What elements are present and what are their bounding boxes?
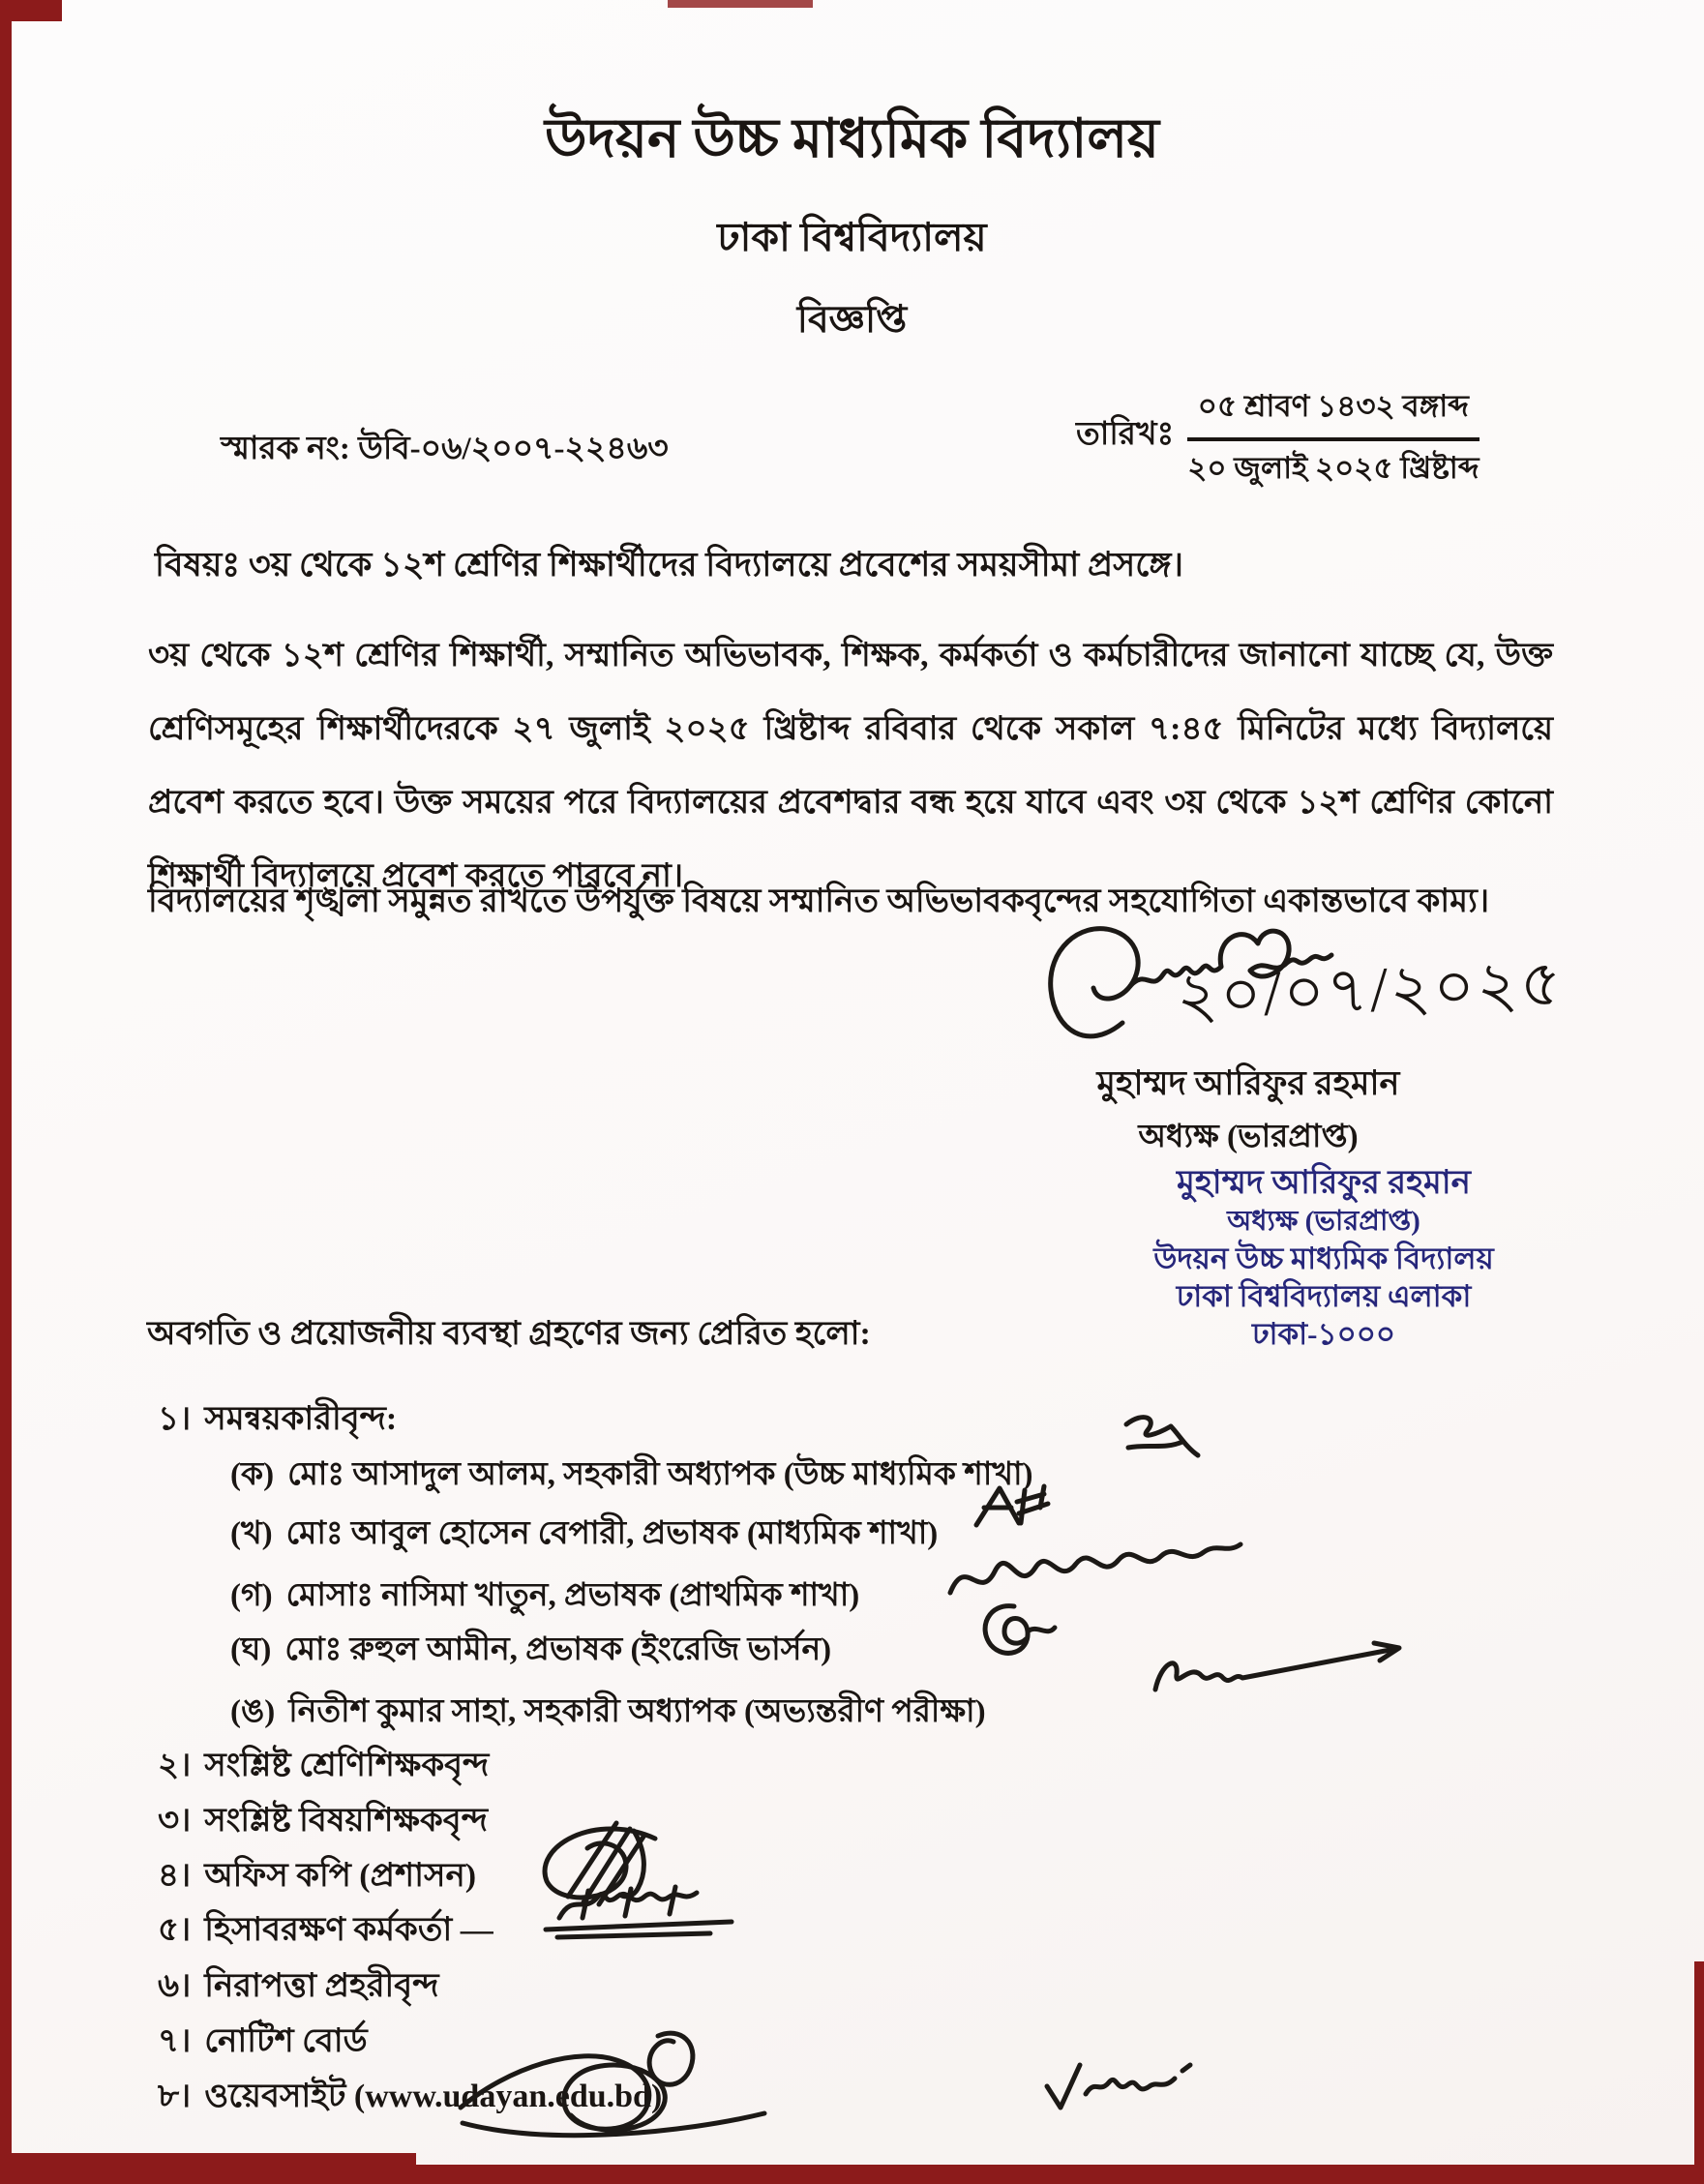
office-stamp [1033, 1163, 1614, 1353]
body-paragraph-2: বিদ্যালয়ের শৃঙ্খলা সমুন্নত রাখতে উপর্যুক্ত বিষয়ে সম্মানিত অভিভাবকবৃন্দের সহযোগিতা একান্তভাবে কাম্য। [148, 883, 1490, 919]
recipient-item [158, 1904, 493, 1960]
coordinator-item [230, 1686, 986, 1740]
recipient-text: ওয়েবসাইট (www.udayan.edu.bd) [204, 2079, 663, 2114]
date-stack [1187, 383, 1479, 495]
recipient-item [158, 1850, 476, 1905]
recipient-number: ২। [158, 1748, 192, 1783]
coordinator-text: নিতীশ কুমার সাহা, সহকারী অধ্যাপক (অভ্যন্তরীণ পরীক্ষা) [288, 1694, 986, 1729]
list-item-text: সমন্বয়কারীবৃন্দ: [204, 1401, 398, 1437]
scan-edge-top-left [0, 0, 62, 21]
coordinator-number: (গ) [230, 1578, 273, 1613]
stamp-postcode: ঢাকা-১০০০ [1251, 1317, 1396, 1351]
website-signature [1037, 2053, 1221, 2121]
coordinator-number: (ক) [230, 1457, 275, 1492]
subject-line: বিষয়ঃ ৩য় থেকে ১২শ শ্রেণির শিক্ষার্থীদের বিদ্যালয়ে প্রবেশের সময়সীমা প্রসঙ্গে। [155, 546, 1184, 583]
coordinator-number: (খ) [230, 1516, 273, 1551]
coordinator-number: (ঙ) [230, 1694, 276, 1729]
recipient-item [158, 1740, 489, 1795]
list-item-1 [158, 1393, 397, 1449]
date-label: তারিখঃ [1076, 417, 1175, 452]
recipient-number: ৩। [158, 1803, 192, 1839]
coordinator-a-signature [1115, 1405, 1211, 1473]
notice-board-signature [433, 2019, 772, 2159]
recipient-item [158, 1795, 488, 1850]
recipient-item [158, 2016, 368, 2071]
coordinator-e-signature [1142, 1633, 1413, 1706]
accounts-officer-signature [534, 1879, 747, 1947]
stamp-school: উদয়ন উচ্চ মাধ্যমিক বিদ্যালয় [1153, 1242, 1494, 1275]
notice-title: বিজ্ঞপ্তি [796, 299, 908, 341]
recipient-text: নোটিশ বোর্ড [204, 2023, 368, 2059]
signatory-designation: অধ্যক্ষ (ভারপ্রাপ্ত) [1138, 1120, 1359, 1154]
coordinator-number: (ঘ) [230, 1632, 272, 1667]
school-name: উদয়ন উচ্চ মাধ্যমিক বিদ্যালয় [544, 109, 1160, 169]
scan-edge-bottom-left [0, 2153, 416, 2184]
signatory-name: মুহাম্মদ আরিফুর রহমান [1096, 1064, 1400, 1102]
gregorian-date: ২০ জুলাই ২০২৫ খ্রিষ্টাব্দ [1187, 451, 1480, 485]
recipient-number: ৭। [158, 2023, 192, 2059]
bangla-date: ০৫ শ্রাবণ ১৪৩২ বঙ্গাব্দ [1187, 383, 1479, 441]
recipient-text: অফিস কপি (প্রশাসন) [204, 1858, 477, 1894]
scan-edge-top-smudge [668, 0, 813, 8]
recipient-text: সংশ্লিষ্ট শ্রেণিশিক্ষকবৃন্দ [204, 1748, 490, 1783]
recipient-text: নিরাপত্তা প্রহরীবৃন্দ [204, 1968, 439, 2004]
coordinator-item [230, 1624, 831, 1678]
coordinator-item [230, 1508, 938, 1562]
list-item-number: ১। [158, 1401, 192, 1437]
stamp-designation: অধ্যক্ষ (ভারপ্রাপ্ত) [1227, 1206, 1420, 1237]
coordinator-item [230, 1570, 859, 1624]
coordinator-d-signature [964, 1595, 1061, 1667]
distribution-heading: অবগতি ও প্রয়োজনীয় ব্যবস্থা গ্রহণের জন্য প্রেরিত হলো: [147, 1316, 871, 1352]
stamp-name: মুহাম্মদ আরিফুর রহমান [1177, 1165, 1471, 1201]
coordinator-item [230, 1449, 1033, 1503]
recipient-number: ৬। [158, 1968, 192, 2004]
coordinator-text: মোসাঃ নাসিমা খাতুন, প্রভাষক (প্রাথমিক শাখা) [285, 1578, 860, 1613]
coordinator-text: মোঃ আসাদুল আলম, সহকারী অধ্যাপক (উচ্চ মাধ্যমিক শাখা) [287, 1457, 1033, 1492]
scan-edge-right-bottom [1694, 1961, 1704, 2184]
coordinator-text: মোঃ আবুল হোসেন বেপারী, প্রভাষক (মাধ্যমিক শাখা) [285, 1516, 939, 1551]
date-block [1076, 383, 1480, 495]
recipient-text: হিসাবরক্ষণ কর্মকর্তা — [204, 1912, 493, 1948]
stamp-area: ঢাকা বিশ্ববিদ্যালয় এলাকা [1176, 1279, 1472, 1313]
recipient-item [158, 1960, 438, 2016]
memo-number: স্মারক নং: উবি-০৬/২০০৭-২২৪৬৩ [221, 432, 669, 466]
recipient-number: ৪। [158, 1858, 192, 1894]
affiliation: ঢাকা বিশ্ববিদ্যালয় [717, 215, 987, 259]
coordinator-text: মোঃ রুহুল আমীন, প্রভাষক (ইংরেজি ভার্সন) [284, 1632, 832, 1667]
handwritten-signature-date: ২০/০৭/২০২৫ [1175, 948, 1565, 1032]
recipient-number: ৫। [158, 1912, 192, 1948]
body-paragraph-1: ৩য় থেকে ১২শ শ্রেণির শিক্ষার্থী, সম্মানিত অভিভাবক, শিক্ষক, কর্মকর্তা ও কর্মচারীদের জানানো যাচ্ছে যে, উক্ত শ্রেণিসমূহের শিক্ষার্থীদেরকে ২৭ জুলাই ২০২৫ খ্রিষ্টাব্দ রবিবার থেকে সকাল ৭:৪৫ মিনিটের মধ্যে বিদ্যালয়ে প্রবেশ করতে হবে। উক্ত সময়ের পরে বিদ্যালয়ের প্রবেশদ্বার বন্ধ হয়ে যাবে এবং ৩য় থেকে ১২শ শ্রেণির কোনো শিক্ষার্থী বিদ্যালয়ে প্রবেশ করতে পারবে না। [148, 638, 1553, 894]
recipient-number: ৮। [158, 2079, 192, 2114]
recipient-text: সংশ্লিষ্ট বিষয়শিক্ষকবৃন্দ [204, 1803, 488, 1839]
